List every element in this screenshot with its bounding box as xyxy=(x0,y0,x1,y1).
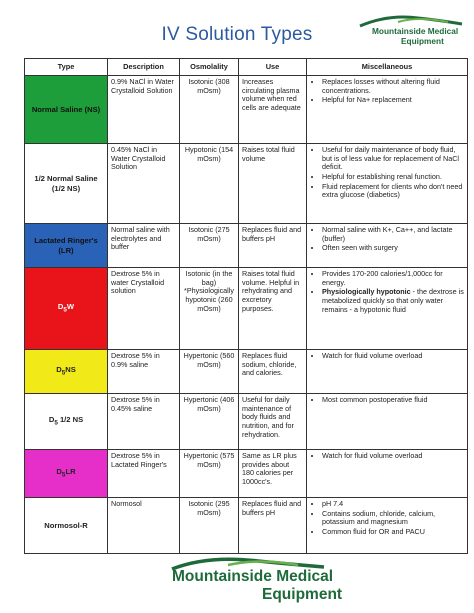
misc-cell xyxy=(307,144,468,224)
table-row xyxy=(25,450,468,498)
misc-cell xyxy=(307,350,468,394)
osmolality-cell: Isotonic (295 mOsm) xyxy=(180,498,239,554)
type-main: D xyxy=(57,302,64,312)
osmolality-cell: Hypertonic (560 mOsm) xyxy=(180,350,239,394)
misc-item: • Watch for fluid volume overload xyxy=(322,452,464,461)
misc-item: • Fluid replacement for clients who don't need extra glucose (diabetics) xyxy=(322,183,464,200)
type-main: D xyxy=(56,467,62,477)
misc-item: • Useful for daily maintenance of body fluid, but is of less value for replacement of NaCl deficit. xyxy=(322,146,464,172)
header-description: Description xyxy=(108,59,180,76)
page-title: IV Solution Types xyxy=(161,24,313,45)
misc-cell xyxy=(307,450,468,498)
logo-line1: Mountainside Medical xyxy=(372,26,459,36)
misc-item: • Helpful for establishing renal function. xyxy=(322,173,464,182)
type-rest: 1/2 NS xyxy=(57,415,84,425)
brand-logo-bottom xyxy=(0,555,474,605)
misc-item: • Helpful for Na+ replacement xyxy=(322,96,464,105)
misc-item: • Watch for fluid volume overload xyxy=(322,352,464,361)
type-sub: 5 xyxy=(61,471,66,479)
use-cell: Increases circulating plasma volume when red cells are adequate xyxy=(239,76,307,144)
type-cell: Normal Saline (NS) xyxy=(25,76,108,144)
osmolality-cell: Isotonic (in the bag) *Physiologically hypotonic (260 mOsm) xyxy=(180,268,239,350)
table-row xyxy=(25,268,468,350)
description-cell: Normosol xyxy=(108,498,180,554)
use-cell: Replaces fluid sodium, chloride, and calories. xyxy=(239,350,307,394)
misc-cell xyxy=(307,268,468,350)
use-cell: Same as LR plus provides about 180 calories per 1000cc's. xyxy=(239,450,307,498)
use-cell: Useful for daily maintenance of body fluids and nutrition, and for rehydration. xyxy=(239,394,307,450)
misc-item: • Common fluid for OR and PACU xyxy=(322,528,464,537)
misc-item: • Replaces losses without altering fluid concentrations. xyxy=(322,78,464,95)
description-cell: 0.45% NaCl in Water Crystalloid Solution xyxy=(108,144,180,224)
table-row xyxy=(25,498,468,554)
misc-item: • Often seen with surgery xyxy=(322,244,464,253)
header-type: Type xyxy=(25,59,108,76)
type-main: D xyxy=(56,365,62,375)
type-sub: 5 xyxy=(63,306,67,314)
osmolality-cell: Isotonic (308 mOsm) xyxy=(180,76,239,144)
description-cell: 0.9% NaCl in Water Crystalloid Solution xyxy=(108,76,180,144)
table-header-row xyxy=(25,59,468,76)
misc-cell xyxy=(307,498,468,554)
type-rest: NS xyxy=(65,365,76,375)
logo-line2: Equipment xyxy=(401,36,444,46)
logo-line2: Equipment xyxy=(262,586,343,603)
table-row xyxy=(25,350,468,394)
type-cell xyxy=(25,450,108,498)
type-cell: Lactated Ringer's (LR) xyxy=(25,224,108,268)
description-cell: Dextrose 5% in Lactated Ringer's xyxy=(108,450,180,498)
misc-item: • Contains sodium, chloride, calcium, potassium and magnesium xyxy=(322,510,464,527)
table-row xyxy=(25,394,468,450)
table-row xyxy=(25,76,468,144)
type-cell: 1/2 Normal Saline (1/2 NS) xyxy=(25,144,108,224)
type-cell xyxy=(25,268,108,350)
type-rest: W xyxy=(66,302,75,312)
type-sub: 5 xyxy=(61,369,66,377)
misc-item: • Normal saline with K+, Ca++, and lactate (buffer) xyxy=(322,226,464,243)
osmolality-cell: Hypertonic (575 mOsm) xyxy=(180,450,239,498)
type-cell xyxy=(25,350,108,394)
misc-cell xyxy=(307,76,468,144)
description-cell: Dextrose 5% in 0.9% saline xyxy=(108,350,180,394)
osmolality-cell: Hypertonic (406 mOsm) xyxy=(180,394,239,450)
use-cell: Raises total fluid volume. Helpful in rehydrating and excretory purposes. xyxy=(239,268,307,350)
misc-item: • pH 7.4 xyxy=(322,500,464,509)
misc-item: • Provides 170-200 calories/1,000cc for energy. xyxy=(322,270,464,287)
misc-item xyxy=(322,288,464,314)
use-cell: Replaces fluid and buffers pH xyxy=(239,498,307,554)
header-use: Use xyxy=(239,59,307,76)
osmolality-cell: Hypotonic (154 mOsm) xyxy=(180,144,239,224)
misc-bold: Physiologically hypotonic xyxy=(322,287,411,297)
misc-item: • Most common postoperative fluid xyxy=(322,396,464,405)
use-cell: Raises total fluid volume xyxy=(239,144,307,224)
type-cell xyxy=(25,394,108,450)
brand-logo-top xyxy=(358,12,468,48)
header-misc: Miscellaneous xyxy=(307,59,468,76)
misc-cell xyxy=(307,394,468,450)
table-row xyxy=(25,224,468,268)
type-cell: Normosol-R xyxy=(25,498,108,554)
description-cell: Dextrose 5% in 0.45% saline xyxy=(108,394,180,450)
table-row xyxy=(25,144,468,224)
description-cell: Normal saline with electrolytes and buffer xyxy=(108,224,180,268)
misc-bold-rest: - the dextrose is metabolized quickly so that only water remains - a hypotonic fluid xyxy=(322,287,464,314)
type-rest: LR xyxy=(65,467,76,477)
osmolality-cell: Isotonic (275 mOsm) xyxy=(180,224,239,268)
type-sub: 5 xyxy=(54,419,58,427)
iv-solution-table xyxy=(24,58,468,554)
use-cell: Replaces fluid and buffers pH xyxy=(239,224,307,268)
header-osmolality: Osmolality xyxy=(180,59,239,76)
logo-line1: Mountainside Medical xyxy=(172,568,334,585)
type-main: D xyxy=(48,415,55,425)
description-cell: Dextrose 5% in water Crystalloid solution xyxy=(108,268,180,350)
misc-cell xyxy=(307,224,468,268)
